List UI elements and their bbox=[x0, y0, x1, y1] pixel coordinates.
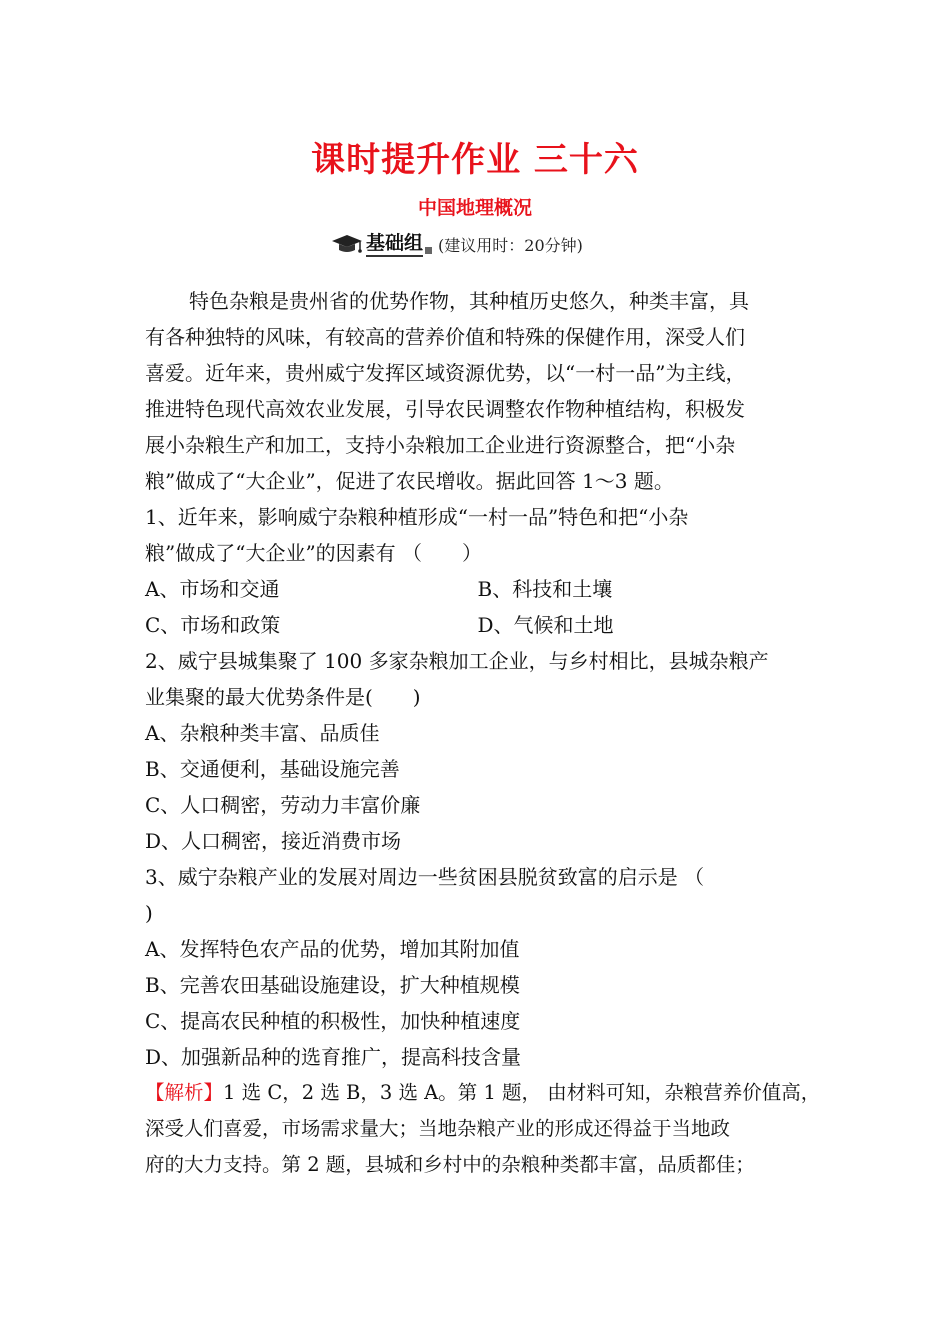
suggested-time: (建议用时：20分钟) bbox=[438, 235, 583, 255]
analysis-text: 1 选 C，2 选 B，3 选 A。第 1 题， 由材料可知，杂粮营养价值高， bbox=[223, 1081, 821, 1104]
graduation-cap-icon bbox=[330, 233, 364, 255]
question-1-options bbox=[145, 571, 810, 607]
option-b: B、交通便利，基础设施完善 bbox=[145, 757, 400, 781]
question-1-stem: 1、近年来，影响威宁杂粮种植形成“一村一品”特色和把“小杂 bbox=[145, 505, 689, 529]
analysis-tag: 【解析】 bbox=[145, 1081, 224, 1104]
option-d: D、加强新品种的选育推广，提高科技含量 bbox=[145, 1045, 522, 1069]
page-title: 课时提升作业 三十六 bbox=[311, 140, 639, 180]
option-d: D、人口稠密，接近消费市场 bbox=[145, 829, 402, 853]
option-d: D、气候和土地 bbox=[477, 613, 614, 637]
option-b: B、完善农田基础设施建设，扩大种植规模 bbox=[145, 973, 520, 997]
passage-line: 有各种独特的风味，有较高的营养价值和特殊的保健作用，深受人们 bbox=[145, 325, 745, 349]
question-3-stem: ) bbox=[145, 901, 153, 925]
passage-line: 推进特色现代高效农业发展，引导农民调整农作物种植结构，积极发 bbox=[145, 397, 745, 421]
passage-line: 展小杂粮生产和加工，支持小杂粮加工企业进行资源整合，把“小杂 bbox=[145, 433, 736, 457]
exercise-group-header bbox=[330, 230, 583, 258]
option-a: A、杂粮种类丰富、品质佳 bbox=[145, 721, 380, 745]
option-c: C、市场和政策 bbox=[145, 613, 281, 637]
analysis-line: 府的大力支持。第 2 题，县城和乡村中的杂粮种类都丰富，品质都佳； bbox=[145, 1153, 755, 1176]
question-1-options bbox=[145, 607, 810, 643]
option-c: C、人口稠密，劳动力丰富价廉 bbox=[145, 793, 421, 817]
analysis-line bbox=[145, 1075, 821, 1111]
analysis-line: 深受人们喜爱，市场需求量大；当地杂粮产业的形成还得益于当地政 bbox=[145, 1117, 731, 1140]
option-c: C、提高农民种植的积极性，加快种植速度 bbox=[145, 1009, 521, 1033]
page-subtitle: 中国地理概况 bbox=[417, 197, 532, 219]
passage-line: 粮”做成了“大企业”，促进了农民增收。据此回答 1～3 题。 bbox=[145, 469, 674, 493]
passage-line: 喜爱。近年来，贵州威宁发挥区域资源优势，以“一村一品”为主线， bbox=[145, 361, 746, 385]
question-3-stem: 3、威宁杂粮产业的发展对周边一些贫困县脱贫致富的启示是 （ bbox=[145, 865, 705, 889]
document-body bbox=[145, 283, 821, 1183]
question-1-stem: 粮”做成了“大企业”的因素有 （ ） bbox=[145, 541, 483, 565]
question-2-stem: 2、威宁县城集聚了 100 多家杂粮加工企业，与乡村相比，县城杂粮产 bbox=[145, 649, 769, 673]
option-a: A、市场和交通 bbox=[145, 577, 280, 601]
question-2-stem: 业集聚的最大优势条件是( ) bbox=[145, 685, 421, 709]
option-a: A、发挥特色农产品的优势，增加其附加值 bbox=[145, 937, 520, 961]
square-mark-icon bbox=[425, 247, 432, 254]
option-b: B、科技和土壤 bbox=[477, 577, 613, 601]
passage-line: 特色杂粮是贵州省的优势作物，其种植历史悠久，种类丰富，具 bbox=[189, 289, 749, 313]
group-label: 基础组 bbox=[366, 231, 423, 257]
